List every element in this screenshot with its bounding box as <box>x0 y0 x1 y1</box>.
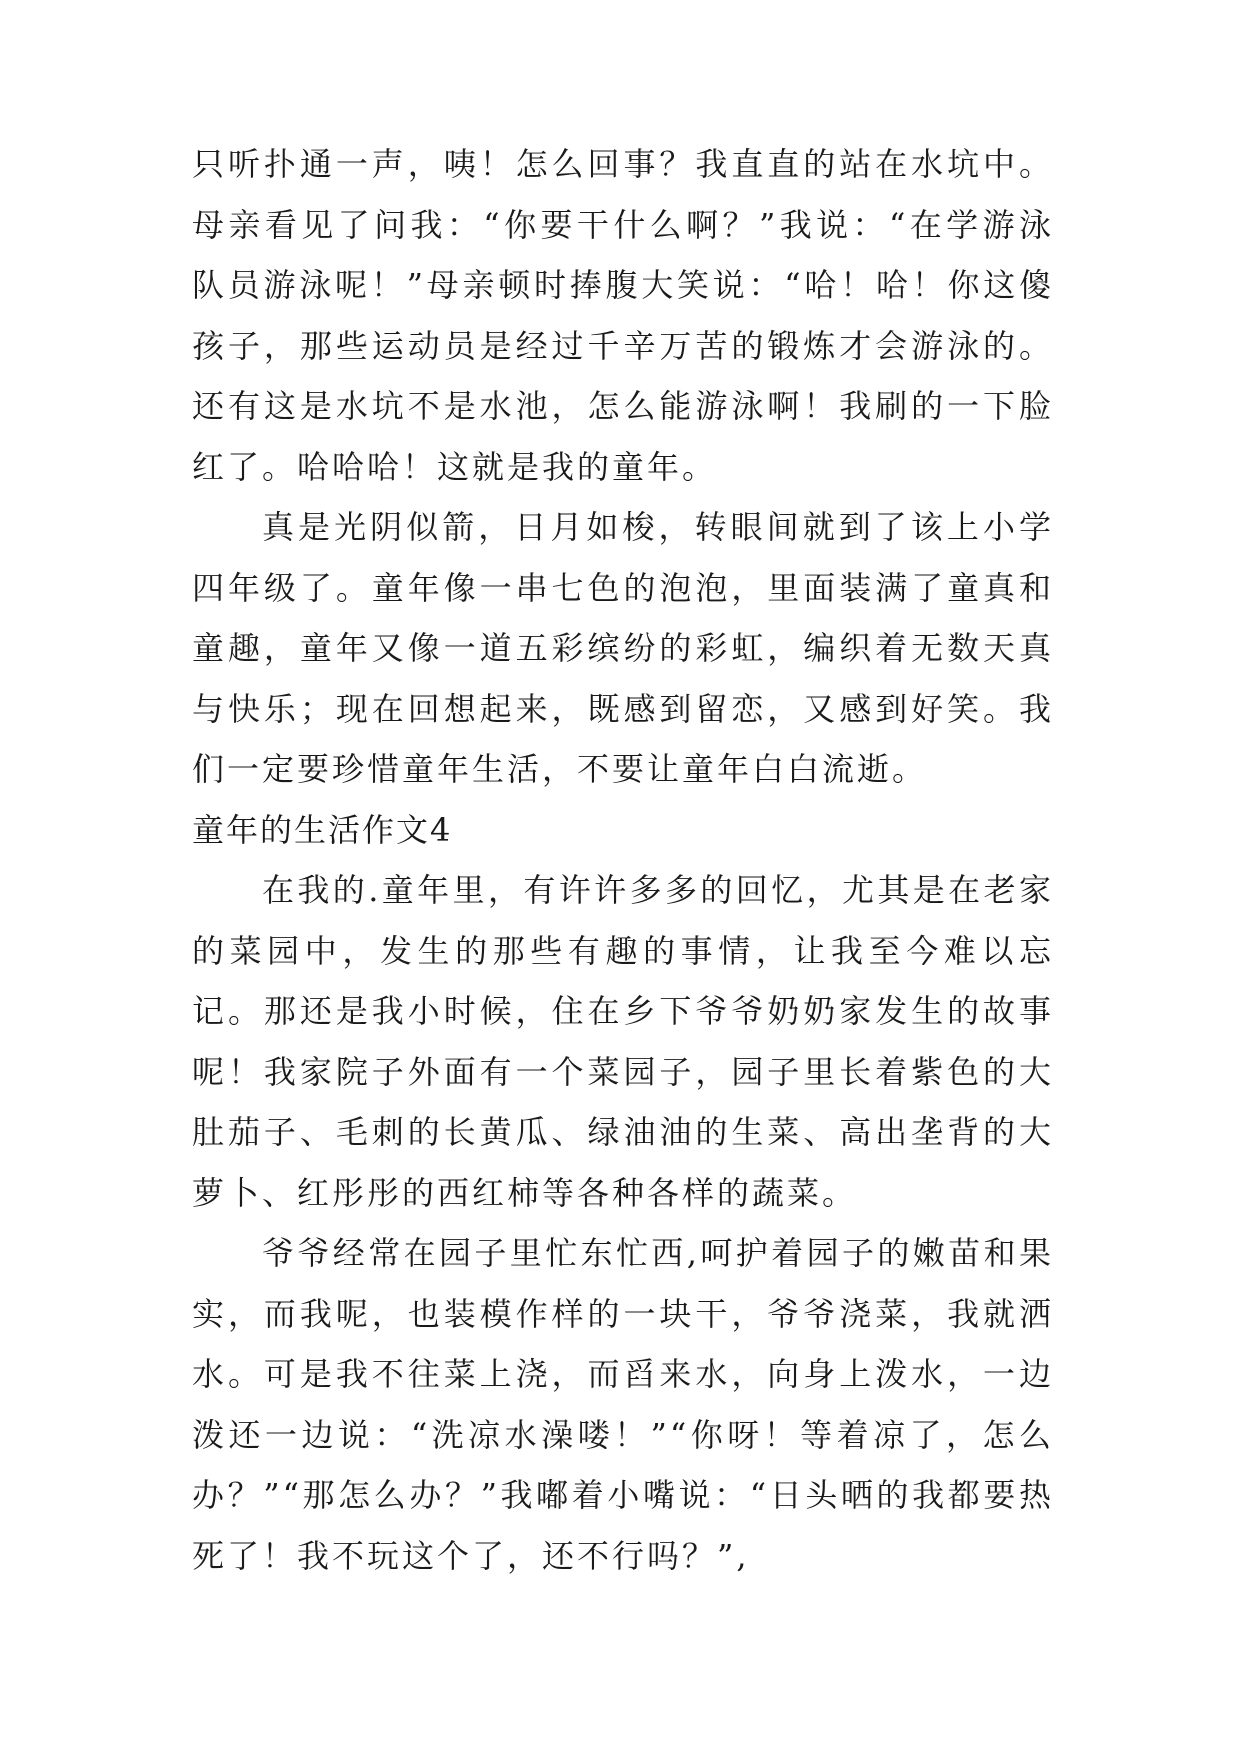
section-title: 童年的生活作文4 <box>192 810 453 849</box>
paragraph-grandpa-watering: 爷爷经常在园子里忙东忙西,呵护着园子的嫩苗和果实，而我呢，也装模作样的一块干，爷爷浇菜，我就洒水。可是我不往菜上浇，而舀来水，向身上泼水，一边泼还一边说：“洗凉水澡喽！”“你呀！等着凉了，怎么办？”“那怎么办？”我嘟着小嘴说：“日头晒的我都要热死了！我不玩这个了，还不行吗？”, <box>192 1234 1054 1575</box>
paragraph-childhood-reflection: 真是光阴似箭，日月如梭，转眼间就到了该上小学四年级了。童年像一串七色的泡泡，里面装满了童真和童趣，童年又像一道五彩缤纷的彩虹，编织着无数天真与快乐；现在回想起来，既感到留恋，又感到好笑。我们一定要珍惜童年生活，不要让童年白白流逝。 <box>192 508 1054 788</box>
paragraph-swimming-story: 只听扑通一声，咦！怎么回事？我直直的站在水坑中。母亲看见了问我：“你要干什么啊？”我说：“在学游泳队员游泳呢！”母亲顿时捧腹大笑说：“哈！哈！你这傻孩子，那些运动员是经过千辛万苦的锻炼才会游泳的。还有这是水坑不是水池，怎么能游泳啊！我刷的一下脸红了。哈哈哈！这就是我的童年。 <box>192 145 1054 486</box>
paragraph-vegetable-garden: 在我的.童年里，有许许多多的回忆，尤其是在老家的菜园中，发生的那些有趣的事情，让我至今难以忘记。那还是我小时候，住在乡下爷爷奶奶家发生的故事呢！我家院子外面有一个菜园子，园子里长着紫色的大肚茄子、毛刺的长黄瓜、绿油油的生菜、高出垄背的大萝卜、红彤彤的西红柿等各种各样的蔬菜。 <box>192 871 1054 1212</box>
document-body <box>192 134 1054 1586</box>
